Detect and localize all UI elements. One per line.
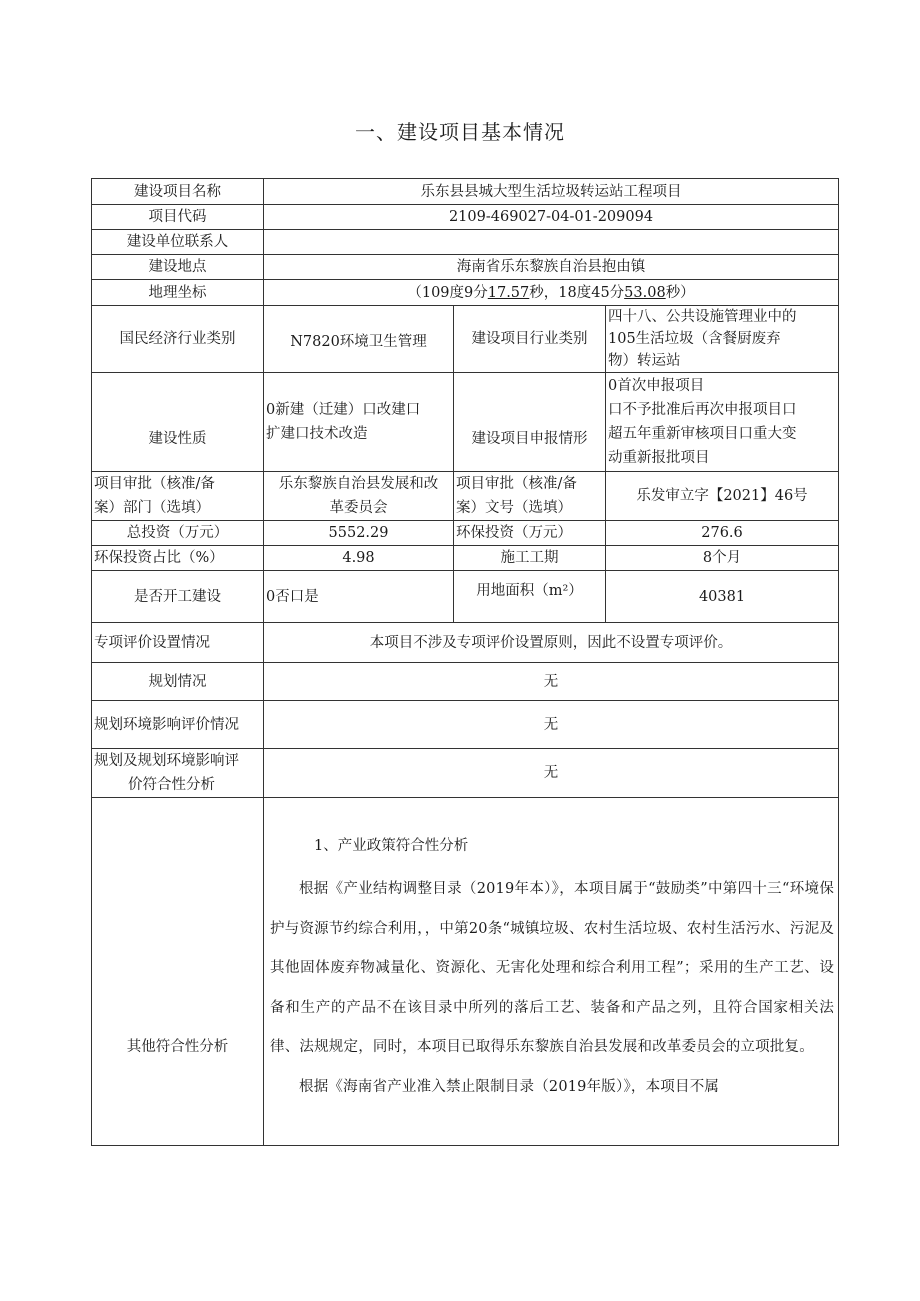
text-line: 革委员会: [329, 500, 388, 516]
industry-label: 国民经济行业类别: [92, 306, 264, 373]
text-line: 四十八、公共设施管理业中的: [608, 309, 797, 325]
env-ratio-label: 环保投资占比（%）: [92, 546, 264, 571]
env-investment-label: 环保投资（万元）: [454, 521, 606, 546]
planning-eia-value: 无: [264, 701, 839, 749]
text-line: 价符合性分析: [128, 777, 215, 793]
text-line: 项目审批（核准/备: [456, 476, 577, 492]
table-row: [92, 521, 839, 546]
coords-seconds-1: 17.57: [487, 284, 530, 301]
text-line: 案）文号（选填）: [456, 500, 572, 516]
table-row: [92, 663, 839, 701]
table-row: [92, 205, 839, 230]
started-value: 0否口是: [264, 571, 454, 623]
table-row: [92, 306, 839, 373]
coords-value: [264, 280, 839, 306]
paragraph: 根据《海南省产业准入禁止限制目录（2019年版）》，本项目不属: [299, 1078, 720, 1095]
table-row: [92, 571, 839, 623]
text-line: 乐东黎族自治县发展和改: [278, 476, 439, 492]
coords-label: 地理坐标: [92, 280, 264, 306]
project-name-label: 建设项目名称: [92, 179, 264, 205]
nature-label: 建设性质: [92, 373, 264, 472]
text-line: 物）转运站: [608, 353, 681, 369]
table-row: [92, 546, 839, 571]
project-industry-label: 建设项目行业类别: [454, 306, 606, 373]
special-eval-label: 专项评价设置情况: [92, 623, 264, 663]
planning-label: 规划情况: [92, 663, 264, 701]
approval-dept-value: [264, 472, 454, 521]
total-investment-value: 5552.29: [264, 521, 454, 546]
construction-period-label: 施工工期: [454, 546, 606, 571]
location-value: 海南省乐东黎族自治县抱由镇: [264, 255, 839, 280]
special-eval-value: 本项目不涉及专项评价设置原则，因此不设置专项评价。: [264, 623, 839, 663]
industry-value: N7820环境卫生管理: [264, 306, 454, 373]
project-industry-value: [606, 306, 839, 373]
paragraph: 根据《产业结构调整目录（2019年本）》，本项目属于“鼓励类”中第四十三“环境保护与资源节约综合利用，，中第20条“城镇垃圾、农村生活垃圾、农村生活污水、污泥及其他固体废弃物减量化、资源化、无害化处理和综合利用工程”；采用的生产工艺、设备和生产的产品不在该目录中所列的落后工艺、装备和产品之列，且符合国家相关法律、法规规定，同时，本项目已取得乐东黎族自治县发展和改革委员会的立项批复。: [270, 881, 835, 1055]
planning-eia-label: 规划环境影响评价情况: [92, 701, 264, 749]
table-row: [92, 701, 839, 749]
construction-period-value: 8个月: [606, 546, 839, 571]
approval-dept-label: [92, 472, 264, 521]
coords-part: 秒，18度45分: [529, 284, 625, 301]
table-row: [92, 798, 839, 1146]
nature-value: [264, 373, 454, 472]
table-row: [92, 623, 839, 663]
basic-info-table: [91, 178, 839, 1146]
table-row: [92, 255, 839, 280]
filing-type-value: [606, 373, 839, 472]
started-label: 是否开工建设: [92, 571, 264, 623]
project-code-label: 项目代码: [92, 205, 264, 230]
text-line: 规划及规划环境影响评: [94, 753, 239, 769]
text-line: 案）部门（选填）: [94, 500, 210, 516]
text-line: 0新建（迁建）口改建口: [266, 402, 421, 418]
env-ratio-value: 4.98: [264, 546, 454, 571]
text-line: 超五年重新审核项目口重大变: [608, 426, 797, 442]
table-row: [92, 373, 839, 472]
land-area-label: 用地面积（m²）: [454, 571, 606, 623]
coords-part: 秒）: [665, 284, 695, 301]
table-row: [92, 280, 839, 306]
location-label: 建设地点: [92, 255, 264, 280]
other-conformity-analysis: [264, 798, 839, 1146]
planning-conformity-value: 无: [264, 749, 839, 798]
env-investment-value: 276.6: [606, 521, 839, 546]
text-line: 扩建口技术改造: [266, 426, 368, 442]
text-line: 动重新报批项目: [608, 450, 710, 466]
approval-doc-label: [454, 472, 606, 521]
contact-label: 建设单位联系人: [92, 230, 264, 255]
text-line: 口不予批准后再次申报项目口: [608, 402, 797, 418]
text-line: 105生活垃圾（含餐厨废弃: [608, 331, 781, 347]
sub-heading: 1、产业政策符合性分析: [314, 838, 469, 854]
text-line: 项目审批（核准/备: [94, 476, 215, 492]
planning-conformity-label: [92, 749, 264, 798]
coords-part: （109度9分: [407, 284, 488, 301]
contact-value: [264, 230, 839, 255]
approval-doc-value: 乐发审立字【2021】46号: [606, 472, 839, 521]
land-area-value: 40381: [606, 571, 839, 623]
other-conformity-label: 其他符合性分析: [92, 798, 264, 1146]
page-title: 一、建设项目基本情况: [355, 120, 565, 144]
table-row: [92, 179, 839, 205]
coords-seconds-2: 53.08: [624, 284, 666, 301]
table-row: [92, 230, 839, 255]
total-investment-label: 总投资（万元）: [92, 521, 264, 546]
filing-type-label: 建设项目申报情形: [454, 373, 606, 472]
project-code-value: 2109-469027-04-01-209094: [264, 205, 839, 230]
text-line: 0首次申报项目: [608, 378, 705, 394]
table-row: [92, 749, 839, 798]
table-row: [92, 472, 839, 521]
planning-value: 无: [264, 663, 839, 701]
project-name-value: 乐东县县城大型生活垃圾转运站工程项目: [264, 179, 839, 205]
